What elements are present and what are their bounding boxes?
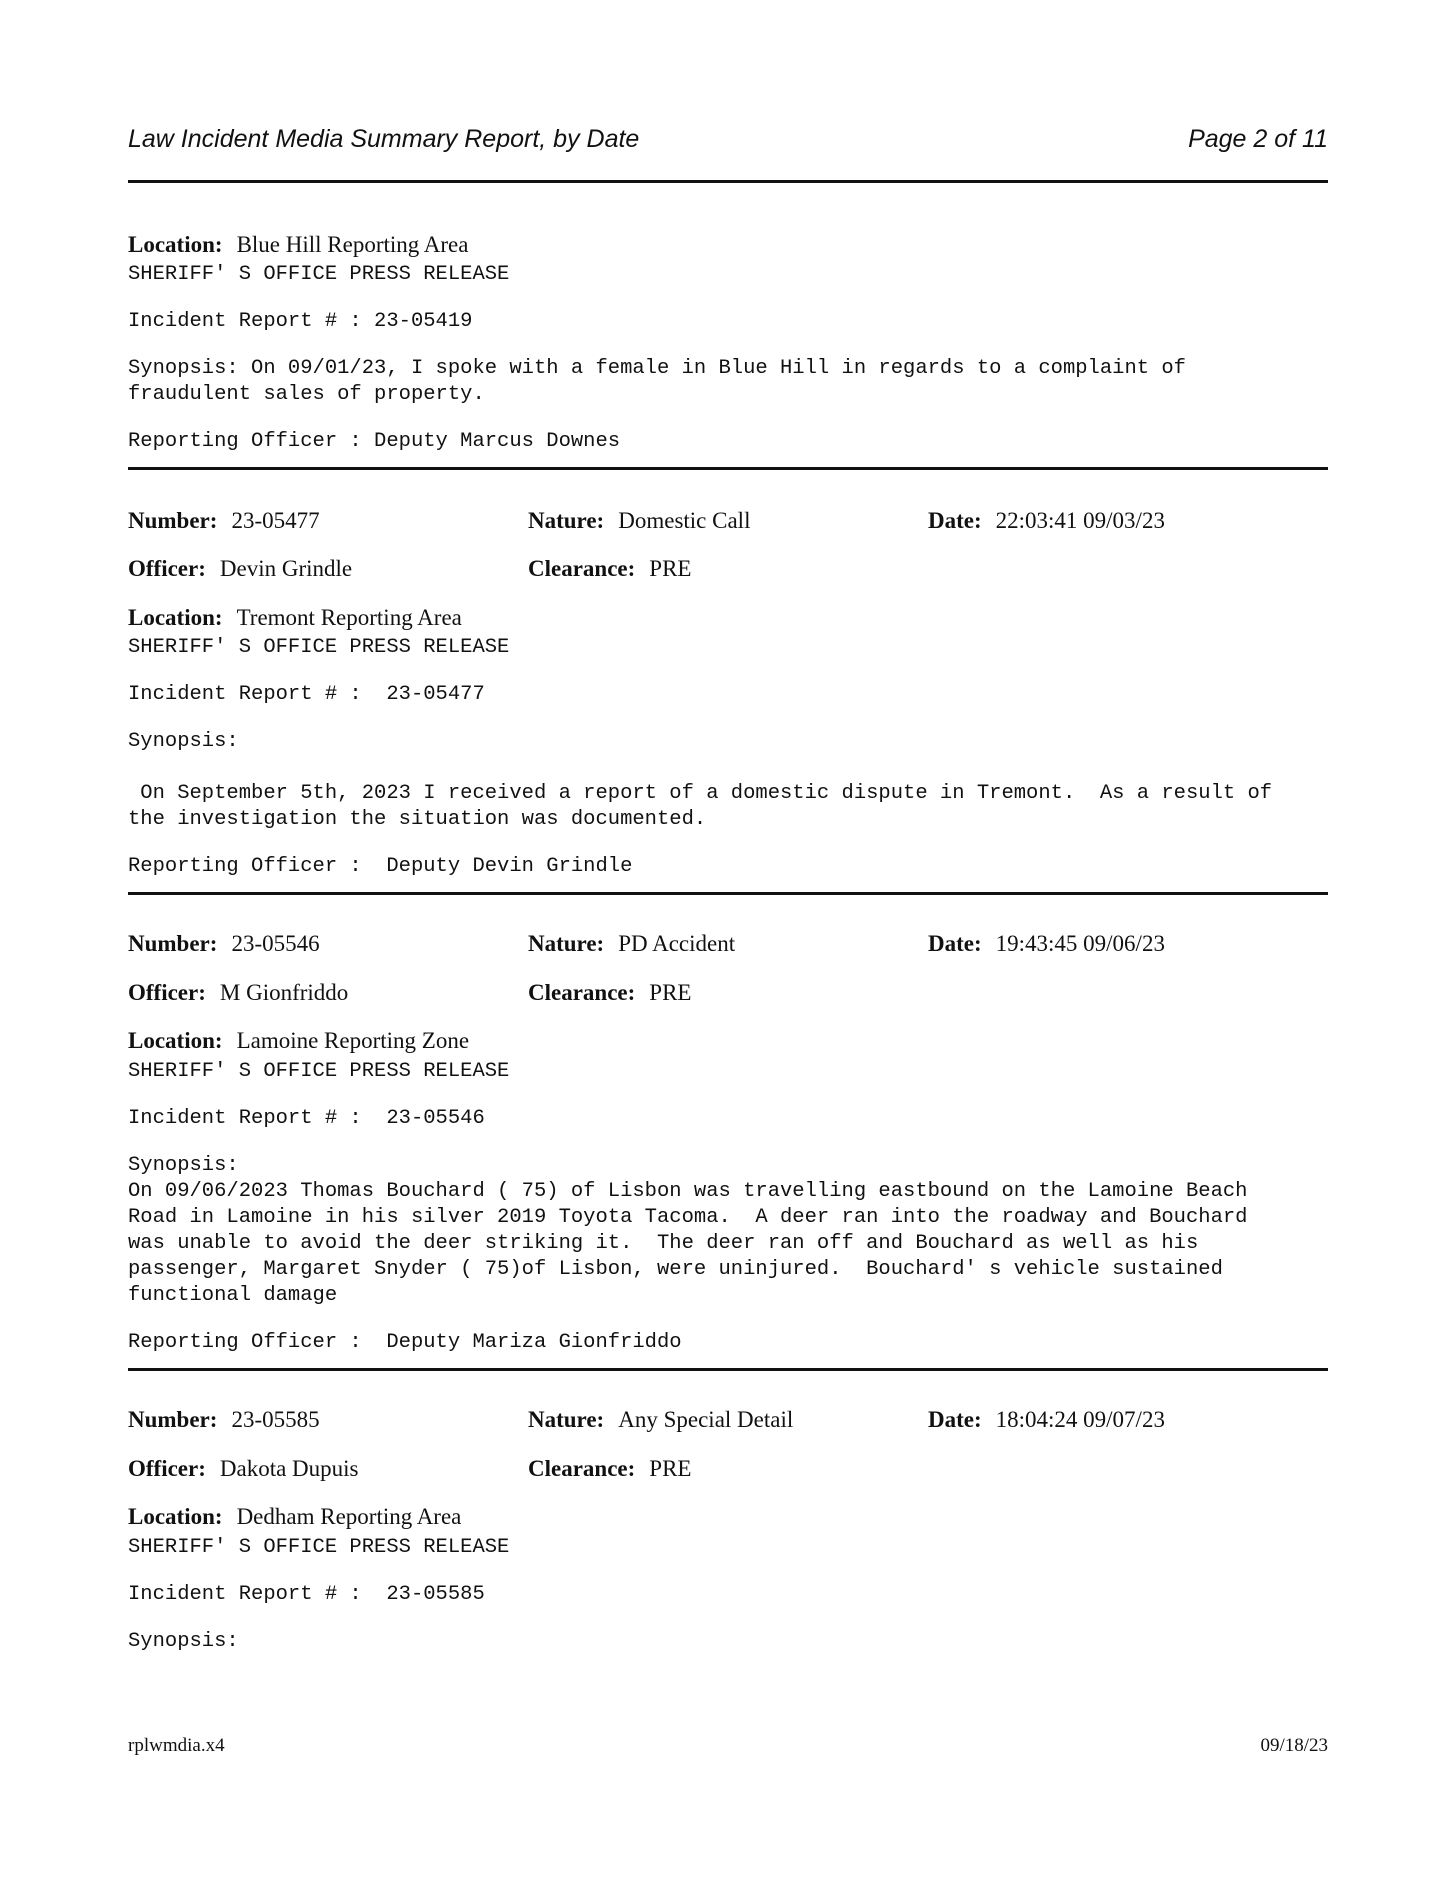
nature-label: Nature: [528,931,605,956]
nature-value: Any Special Detail [618,1407,794,1432]
nature-label: Nature: [528,508,605,533]
synopsis-label: Synopsis: [128,1154,239,1177]
synopsis-line: passenger, Margaret Snyder ( 75)of Lisbon, were uninjured. Bouchard' s vehicle sustained [128,1258,1223,1281]
clearance-value: PRE [649,1456,692,1481]
location-label: Location: [128,605,223,630]
entry-nature-field [528,930,735,958]
officer-value: M Gionfriddo [219,980,349,1005]
synopsis-label: Synopsis: [128,1630,239,1653]
entry-location-row [128,1503,461,1531]
header-rule [128,180,1328,183]
press-release-line: SHERIFF' S OFFICE PRESS RELEASE [128,1060,510,1083]
synopsis-line: On September 5th, 2023 I received a report of a domestic dispute in Tremont. As a result of [128,782,1273,805]
date-label: Date: [928,508,982,533]
incident-report-line: Incident Report # : 23-05477 [128,683,485,706]
clearance-value: PRE [649,980,692,1005]
number-label: Number: [128,508,218,533]
entry-officer-field [128,555,352,583]
number-label: Number: [128,931,218,956]
entry-divider [128,892,1328,895]
synopsis-line: functional damage [128,1284,338,1307]
officer-label: Officer: [128,556,206,581]
incident-report-line: Incident Report # : 23-05546 [128,1107,485,1130]
location-value: Lamoine Reporting Zone [236,1028,470,1053]
entry-location-row [128,604,462,632]
officer-value: Devin Grindle [219,556,353,581]
entry-location-row [128,1027,469,1055]
clearance-value: PRE [649,556,692,581]
nature-label: Nature: [528,1407,605,1432]
footer-print-date: 09/18/23 [1260,1735,1328,1756]
press-release-line: SHERIFF' S OFFICE PRESS RELEASE [128,1536,510,1559]
press-release-line: SHERIFF' S OFFICE PRESS RELEASE [128,263,510,286]
incident-report-line: Incident Report # : 23-05585 [128,1583,485,1606]
reporting-officer-line: Reporting Officer : Deputy Mariza Gionfriddo [128,1331,682,1354]
entry-clearance-field [528,979,691,1007]
date-label: Date: [928,1407,982,1432]
entry-date-field [928,507,1165,535]
date-value: 19:43:45 09/06/23 [995,931,1165,956]
page-number: Page 2 of 11 [1188,125,1328,153]
entry-nature-field [528,1406,793,1434]
entry-date-field [928,930,1165,958]
officer-value: Dakota Dupuis [219,1456,359,1481]
footer-report-code: rplwmdia.x4 [128,1735,225,1756]
number-value: 23-05585 [231,1407,320,1432]
entry-number-field [128,930,320,958]
location-value: Tremont Reporting Area [236,605,462,630]
date-label: Date: [928,931,982,956]
officer-label: Officer: [128,980,206,1005]
entry-clearance-field [528,1455,691,1483]
location-value: Dedham Reporting Area [236,1504,462,1529]
date-value: 18:04:24 09/07/23 [995,1407,1165,1432]
incident-report-line: Incident Report # : 23-05419 [128,310,473,333]
location-value: Blue Hill Reporting Area [236,232,469,257]
synopsis-line: fraudulent sales of property. [128,383,485,406]
nature-value: Domestic Call [618,508,751,533]
location-label: Location: [128,1028,223,1053]
synopsis-line: Synopsis: On 09/01/23, I spoke with a female in Blue Hill in regards to a complaint of [128,357,1186,380]
entry-officer-field [128,979,348,1007]
entry-location-row [128,231,468,259]
officer-label: Officer: [128,1456,206,1481]
entry-divider [128,467,1328,470]
clearance-label: Clearance: [528,1456,636,1481]
synopsis-line: the investigation the situation was documented. [128,808,707,831]
nature-value: PD Accident [618,931,736,956]
synopsis-line: was unable to avoid the deer striking it. The deer ran off and Bouchard as well as his [128,1232,1199,1255]
entry-clearance-field [528,555,691,583]
synopsis-line: Road in Lamoine in his silver 2019 Toyota Tacoma. A deer ran into the roadway and Bouchard [128,1206,1248,1229]
reporting-officer-line: Reporting Officer : Deputy Marcus Downes [128,430,621,453]
entry-date-field [928,1406,1165,1434]
date-value: 22:03:41 09/03/23 [995,508,1165,533]
number-value: 23-05477 [231,508,320,533]
report-title: Law Incident Media Summary Report, by Date [128,125,640,153]
entry-officer-field [128,1455,359,1483]
location-label: Location: [128,232,223,257]
synopsis-label: Synopsis: [128,730,239,753]
number-value: 23-05546 [231,931,320,956]
location-label: Location: [128,1504,223,1529]
entry-number-field [128,507,320,535]
clearance-label: Clearance: [528,556,636,581]
report-page [128,0,1328,1884]
reporting-officer-line: Reporting Officer : Deputy Devin Grindle [128,855,633,878]
press-release-line: SHERIFF' S OFFICE PRESS RELEASE [128,636,510,659]
entry-nature-field [528,507,750,535]
clearance-label: Clearance: [528,980,636,1005]
entry-divider [128,1368,1328,1371]
synopsis-line: On 09/06/2023 Thomas Bouchard ( 75) of Lisbon was travelling eastbound on the Lamoine Beach [128,1180,1248,1203]
number-label: Number: [128,1407,218,1432]
entry-number-field [128,1406,320,1434]
